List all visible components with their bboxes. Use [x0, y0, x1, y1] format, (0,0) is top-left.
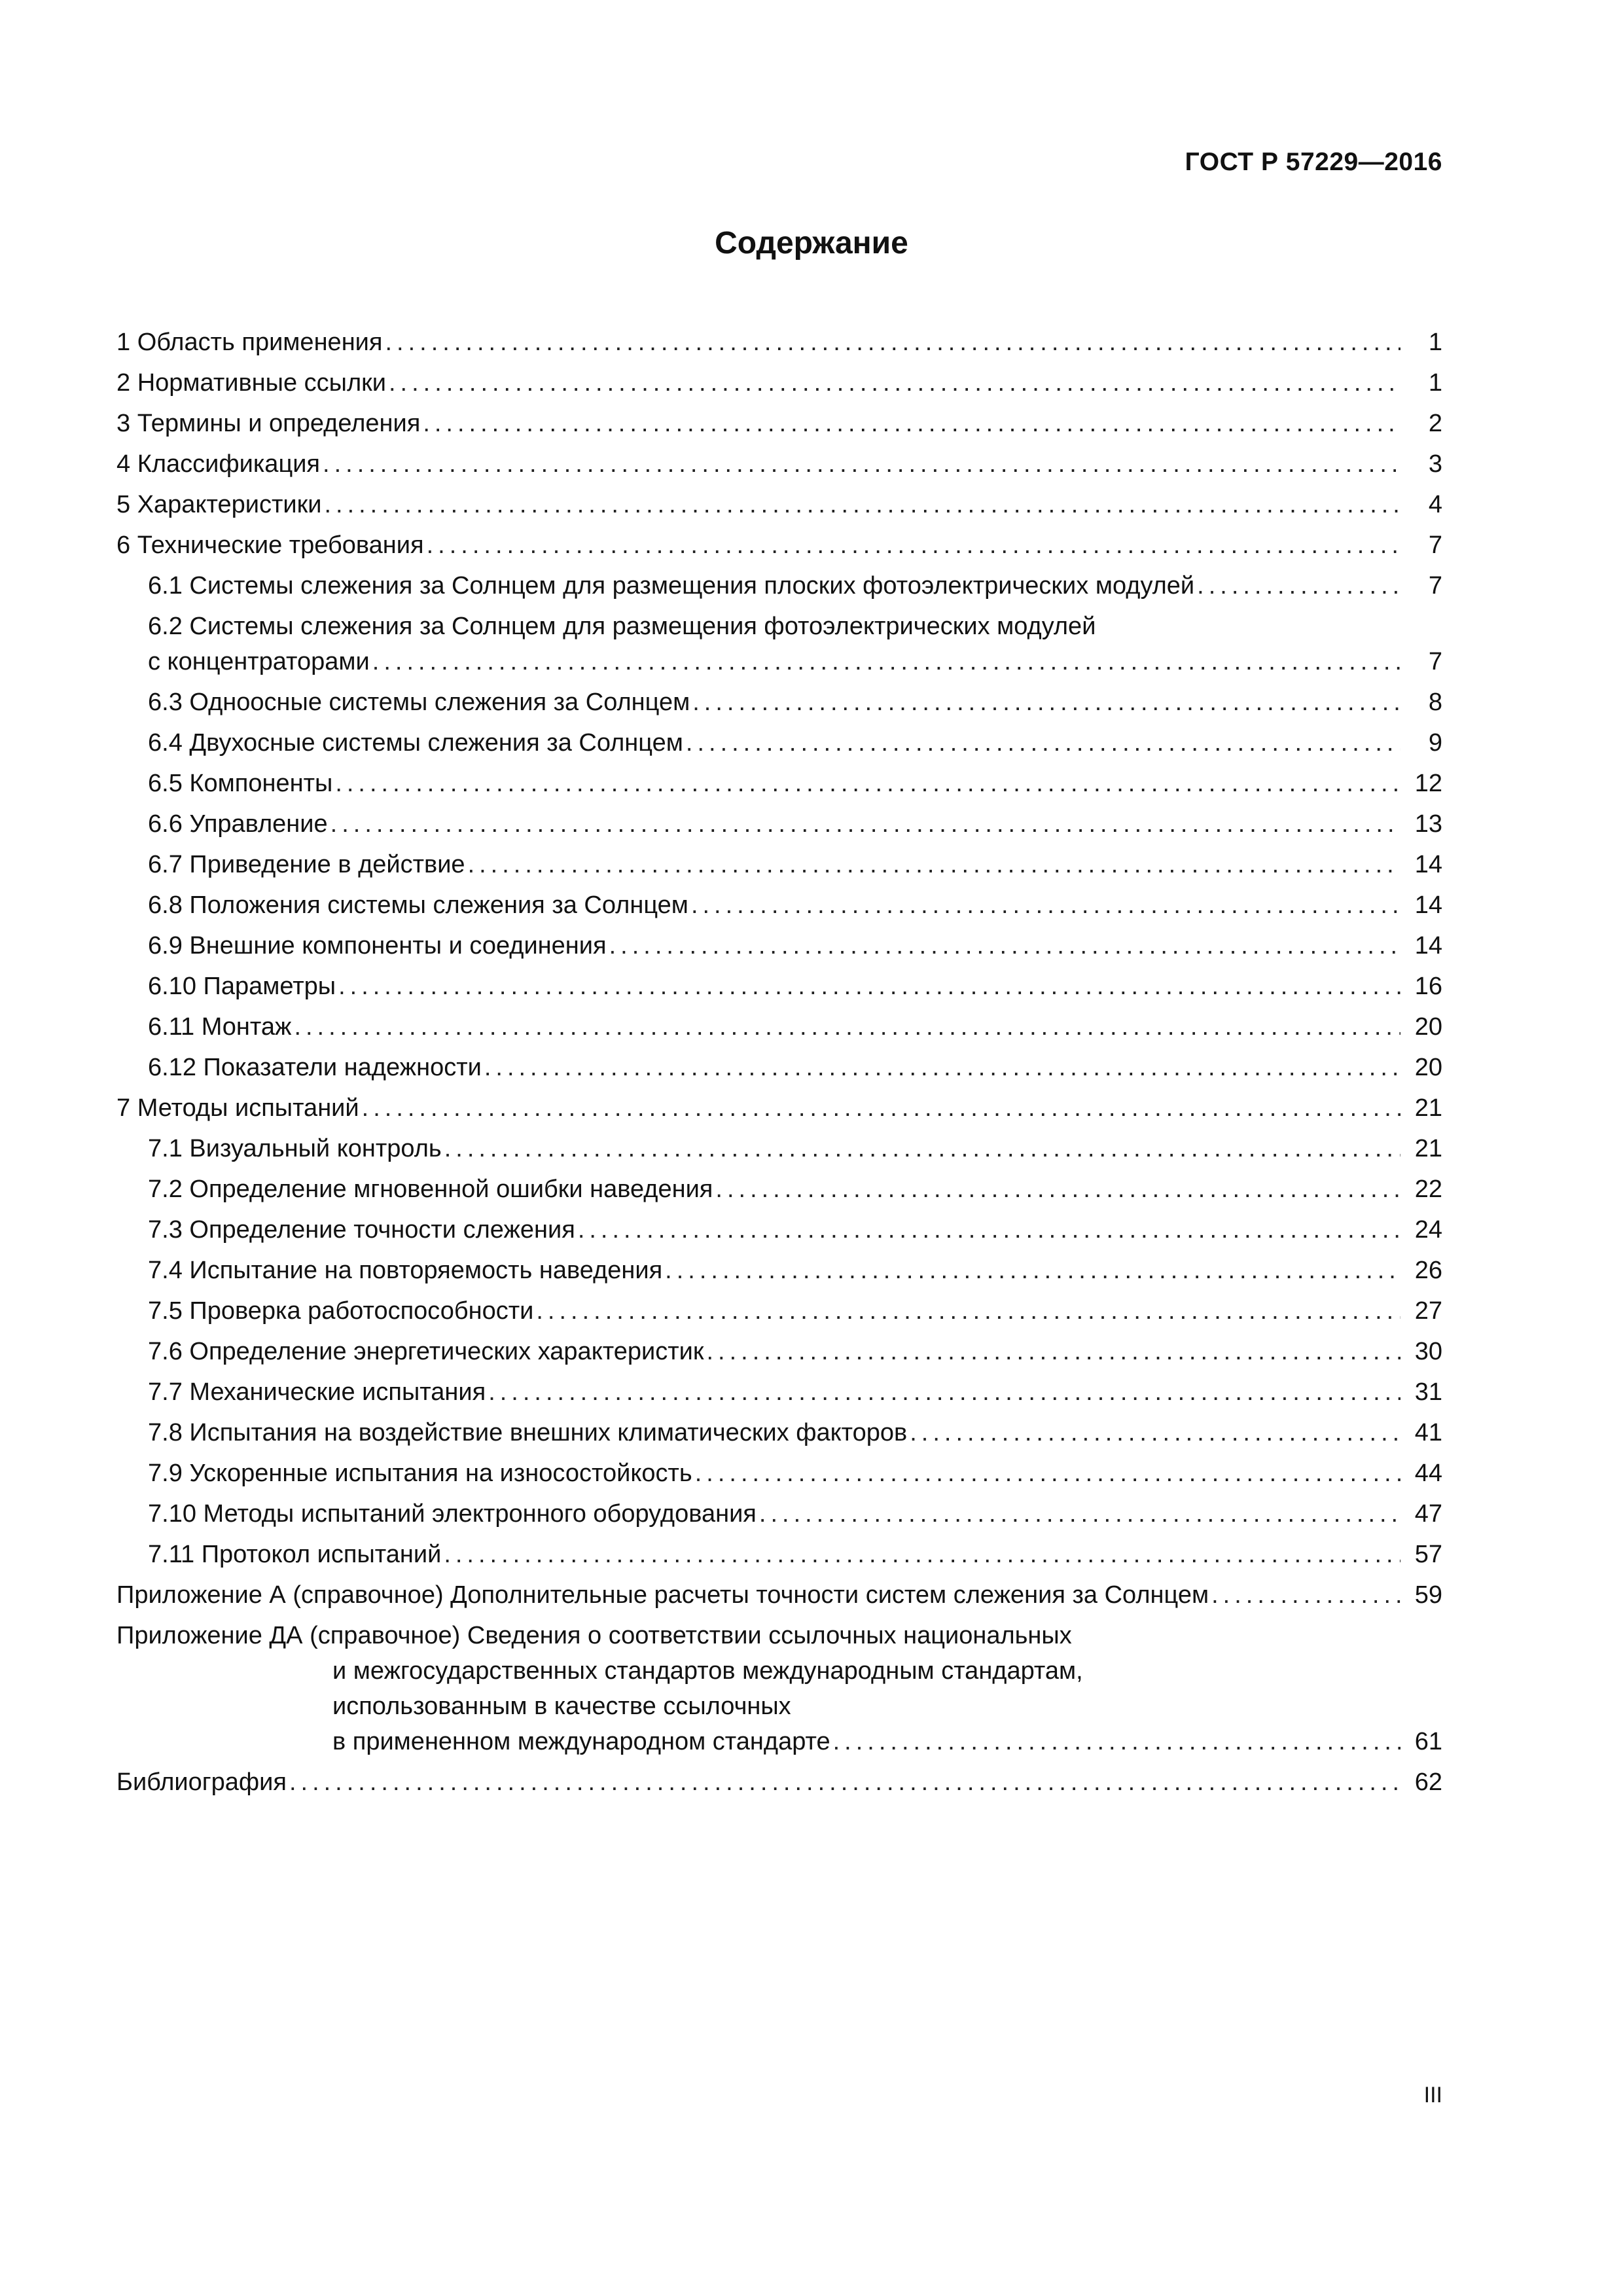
toc-entry-page: 9	[1428, 729, 1442, 757]
toc-entry-page: 22	[1414, 1175, 1442, 1203]
toc-leader-dots	[389, 365, 1400, 401]
toc-entry-page: 27	[1414, 1297, 1442, 1325]
toc-leader-dots	[609, 928, 1400, 963]
toc-entry-7[interactable]	[116, 1090, 1442, 1126]
toc-entry-text: 7.9 Ускоренные испытания на износостойкость	[148, 1460, 692, 1487]
toc-entry-7-5[interactable]	[116, 1293, 1442, 1329]
toc-entry-appendix-a[interactable]	[116, 1577, 1442, 1613]
toc-leader-dots	[759, 1496, 1400, 1532]
toc-entry-text: 6.2 Системы слежения за Солнцем для размещения фотоэлектрических модулей	[148, 613, 1096, 640]
toc-entry-text: 7.1 Визуальный контроль	[148, 1135, 442, 1162]
toc-entry-page: 7	[1428, 531, 1442, 559]
toc-leader-dots	[715, 1172, 1400, 1207]
toc-entry-2[interactable]	[116, 365, 1442, 401]
toc-entry-page: 16	[1414, 973, 1442, 1000]
toc-leader-dots	[488, 1374, 1400, 1410]
toc-entry-text: 7.3 Определение точности слежения	[148, 1216, 575, 1244]
toc-entry-text: Приложение ДА (справочное) Сведения о соответствии ссылочных национальных	[116, 1622, 1072, 1649]
toc-leader-dots	[468, 847, 1400, 882]
toc-entry-text: 2 Нормативные ссылки	[116, 369, 386, 397]
toc-leader-dots	[1211, 1577, 1400, 1613]
toc-entry-3[interactable]	[116, 406, 1442, 441]
toc-entry-page: 7	[1428, 648, 1442, 675]
toc-entry-text-continued: с концентраторами	[148, 648, 370, 675]
toc-entry-text: 6.9 Внешние компоненты и соединения	[148, 932, 607, 960]
toc-entry-text: 6.5 Компоненты	[148, 770, 333, 797]
toc-entry-6-2[interactable]	[116, 609, 1442, 679]
toc-entry-text: 7.5 Проверка работоспособности	[148, 1297, 534, 1325]
toc-entry-page: 13	[1414, 810, 1442, 838]
table-of-contents	[116, 325, 1442, 1805]
toc-leader-dots	[330, 806, 1400, 842]
toc-entry-page: 44	[1414, 1460, 1442, 1487]
toc-entry-page: 14	[1414, 932, 1442, 960]
toc-entry-page: 41	[1414, 1419, 1442, 1446]
toc-entry-6-5[interactable]	[116, 766, 1442, 801]
toc-entry-page: 21	[1414, 1135, 1442, 1162]
toc-entry-7-2[interactable]	[116, 1172, 1442, 1207]
toc-entry-page: 59	[1414, 1581, 1442, 1609]
toc-leader-dots	[385, 325, 1400, 360]
toc-entry-6-11[interactable]	[116, 1009, 1442, 1045]
toc-entry-page: 62	[1414, 1768, 1442, 1796]
document-header-code: ГОСТ Р 57229—2016	[1185, 148, 1442, 176]
toc-entry-page: 2	[1428, 410, 1442, 437]
toc-entry-7-11[interactable]	[116, 1537, 1442, 1572]
toc-entry-page: 1	[1428, 329, 1442, 356]
toc-entry-7-7[interactable]	[116, 1374, 1442, 1410]
toc-leader-dots	[910, 1415, 1400, 1450]
toc-entry-6-4[interactable]	[116, 725, 1442, 761]
toc-leader-dots	[323, 446, 1400, 482]
toc-leader-dots	[324, 487, 1400, 522]
toc-leader-dots	[833, 1724, 1400, 1759]
toc-entry-6-8[interactable]	[116, 888, 1442, 923]
page-number: III	[1423, 2083, 1442, 2108]
toc-leader-dots	[362, 1090, 1400, 1126]
toc-entry-4[interactable]	[116, 446, 1442, 482]
toc-entry-7-10[interactable]	[116, 1496, 1442, 1532]
toc-entry-page: 20	[1414, 1054, 1442, 1081]
toc-entry-text: 6.4 Двухосные системы слежения за Солнцем	[148, 729, 683, 757]
toc-leader-dots	[484, 1050, 1400, 1085]
toc-leader-dots	[372, 644, 1400, 679]
toc-entry-text: 6.7 Приведение в действие	[148, 851, 465, 878]
toc-entry-page: 21	[1414, 1094, 1442, 1122]
toc-entry-text: 6.1 Системы слежения за Солнцем для размещения плоских фотоэлектрических модулей	[148, 572, 1195, 600]
toc-entry-text: Приложение А (справочное) Дополнительные расчеты точности систем слежения за Солнцем	[116, 1581, 1209, 1609]
toc-entry-text: 1 Область применения	[116, 329, 383, 356]
toc-entry-6-7[interactable]	[116, 847, 1442, 882]
toc-leader-dots	[536, 1293, 1400, 1329]
toc-entry-page: 24	[1414, 1216, 1442, 1244]
toc-leader-dots	[338, 969, 1400, 1004]
toc-entry-page: 20	[1414, 1013, 1442, 1041]
toc-entry-text: 6.6 Управление	[148, 810, 328, 838]
toc-entry-6-10[interactable]	[116, 969, 1442, 1004]
toc-entry-text: 7.6 Определение энергетических характеристик	[148, 1338, 704, 1365]
toc-entry-text: 6.12 Показатели надежности	[148, 1054, 482, 1081]
toc-entry-page: 61	[1414, 1728, 1442, 1755]
toc-entry-text-continued: и межгосударственных стандартов международным стандартам,	[332, 1657, 1083, 1685]
toc-entry-page: 3	[1428, 450, 1442, 478]
toc-entry-page: 14	[1414, 851, 1442, 878]
toc-entry-text-continued: использованным в качестве ссылочных	[332, 1693, 791, 1720]
toc-entry-6-3[interactable]	[116, 685, 1442, 720]
toc-leader-dots	[578, 1212, 1400, 1247]
toc-entry-6-9[interactable]	[116, 928, 1442, 963]
page-title: Содержание	[715, 226, 908, 260]
toc-leader-dots	[692, 685, 1400, 720]
toc-entry-6[interactable]	[116, 528, 1442, 563]
toc-entry-text: 7 Методы испытаний	[116, 1094, 359, 1122]
toc-leader-dots	[427, 528, 1400, 563]
toc-leader-dots	[706, 1334, 1400, 1369]
toc-leader-dots	[335, 766, 1400, 801]
toc-entry-page: 1	[1428, 369, 1442, 397]
toc-entry-text: 6.11 Монтаж	[148, 1013, 292, 1041]
toc-entry-6-6[interactable]	[116, 806, 1442, 842]
toc-entry-text: Библиография	[116, 1768, 287, 1796]
toc-entry-page: 31	[1414, 1378, 1442, 1406]
toc-entry-6-12[interactable]	[116, 1050, 1442, 1085]
toc-leader-dots	[444, 1537, 1400, 1572]
toc-entry-7-1[interactable]	[116, 1131, 1442, 1166]
toc-entry-text-continued: в примененном международном стандарте	[332, 1728, 830, 1755]
toc-leader-dots	[1197, 568, 1400, 603]
toc-entry-6-1[interactable]	[116, 568, 1442, 603]
toc-entry-text: 7.10 Методы испытаний электронного оборудования	[148, 1500, 757, 1528]
toc-entry-text: 7.8 Испытания на воздействие внешних климатических факторов	[148, 1419, 908, 1446]
toc-entry-text: 3 Термины и определения	[116, 410, 421, 437]
toc-entry-text: 4 Классификация	[116, 450, 321, 478]
toc-entry-page: 30	[1414, 1338, 1442, 1365]
toc-entry-text: 7.2 Определение мгновенной ошибки наведения	[148, 1175, 713, 1203]
toc-entry-page: 14	[1414, 891, 1442, 919]
toc-entry-text: 6.3 Одноосные системы слежения за Солнцем	[148, 689, 690, 716]
toc-leader-dots	[423, 406, 1400, 441]
toc-leader-dots	[444, 1131, 1400, 1166]
toc-entry-text: 7.4 Испытание на повторяемость наведения	[148, 1257, 663, 1284]
toc-entry-7-8[interactable]	[116, 1415, 1442, 1450]
toc-entry-page: 12	[1414, 770, 1442, 797]
toc-leader-dots	[665, 1253, 1400, 1288]
toc-entry-page: 26	[1414, 1257, 1442, 1284]
toc-leader-dots	[695, 1456, 1400, 1491]
toc-entry-7-6[interactable]	[116, 1334, 1442, 1369]
toc-leader-dots	[691, 888, 1400, 923]
toc-entry-text: 6 Технические требования	[116, 531, 424, 559]
toc-entry-text: 6.8 Положения системы слежения за Солнцем	[148, 891, 688, 919]
toc-entry-1[interactable]	[116, 325, 1442, 360]
toc-entry-page: 57	[1414, 1541, 1442, 1568]
toc-entry-text: 6.10 Параметры	[148, 973, 336, 1000]
toc-entry-page: 8	[1428, 689, 1442, 716]
toc-entry-page: 4	[1428, 491, 1442, 518]
toc-entry-page: 7	[1428, 572, 1442, 600]
toc-entry-text: 7.11 Протокол испытаний	[148, 1541, 442, 1568]
toc-leader-dots	[289, 1765, 1400, 1800]
toc-entry-page: 47	[1414, 1500, 1442, 1528]
toc-entry-bibliography[interactable]	[116, 1765, 1442, 1800]
toc-entry-7-9[interactable]	[116, 1456, 1442, 1491]
toc-entry-text: 7.7 Механические испытания	[148, 1378, 486, 1406]
toc-entry-appendix-da[interactable]	[116, 1618, 1442, 1759]
toc-entry-7-3[interactable]	[116, 1212, 1442, 1247]
toc-entry-7-4[interactable]	[116, 1253, 1442, 1288]
toc-leader-dots	[294, 1009, 1400, 1045]
toc-entry-5[interactable]	[116, 487, 1442, 522]
toc-entry-text: 5 Характеристики	[116, 491, 322, 518]
toc-leader-dots	[686, 725, 1400, 761]
